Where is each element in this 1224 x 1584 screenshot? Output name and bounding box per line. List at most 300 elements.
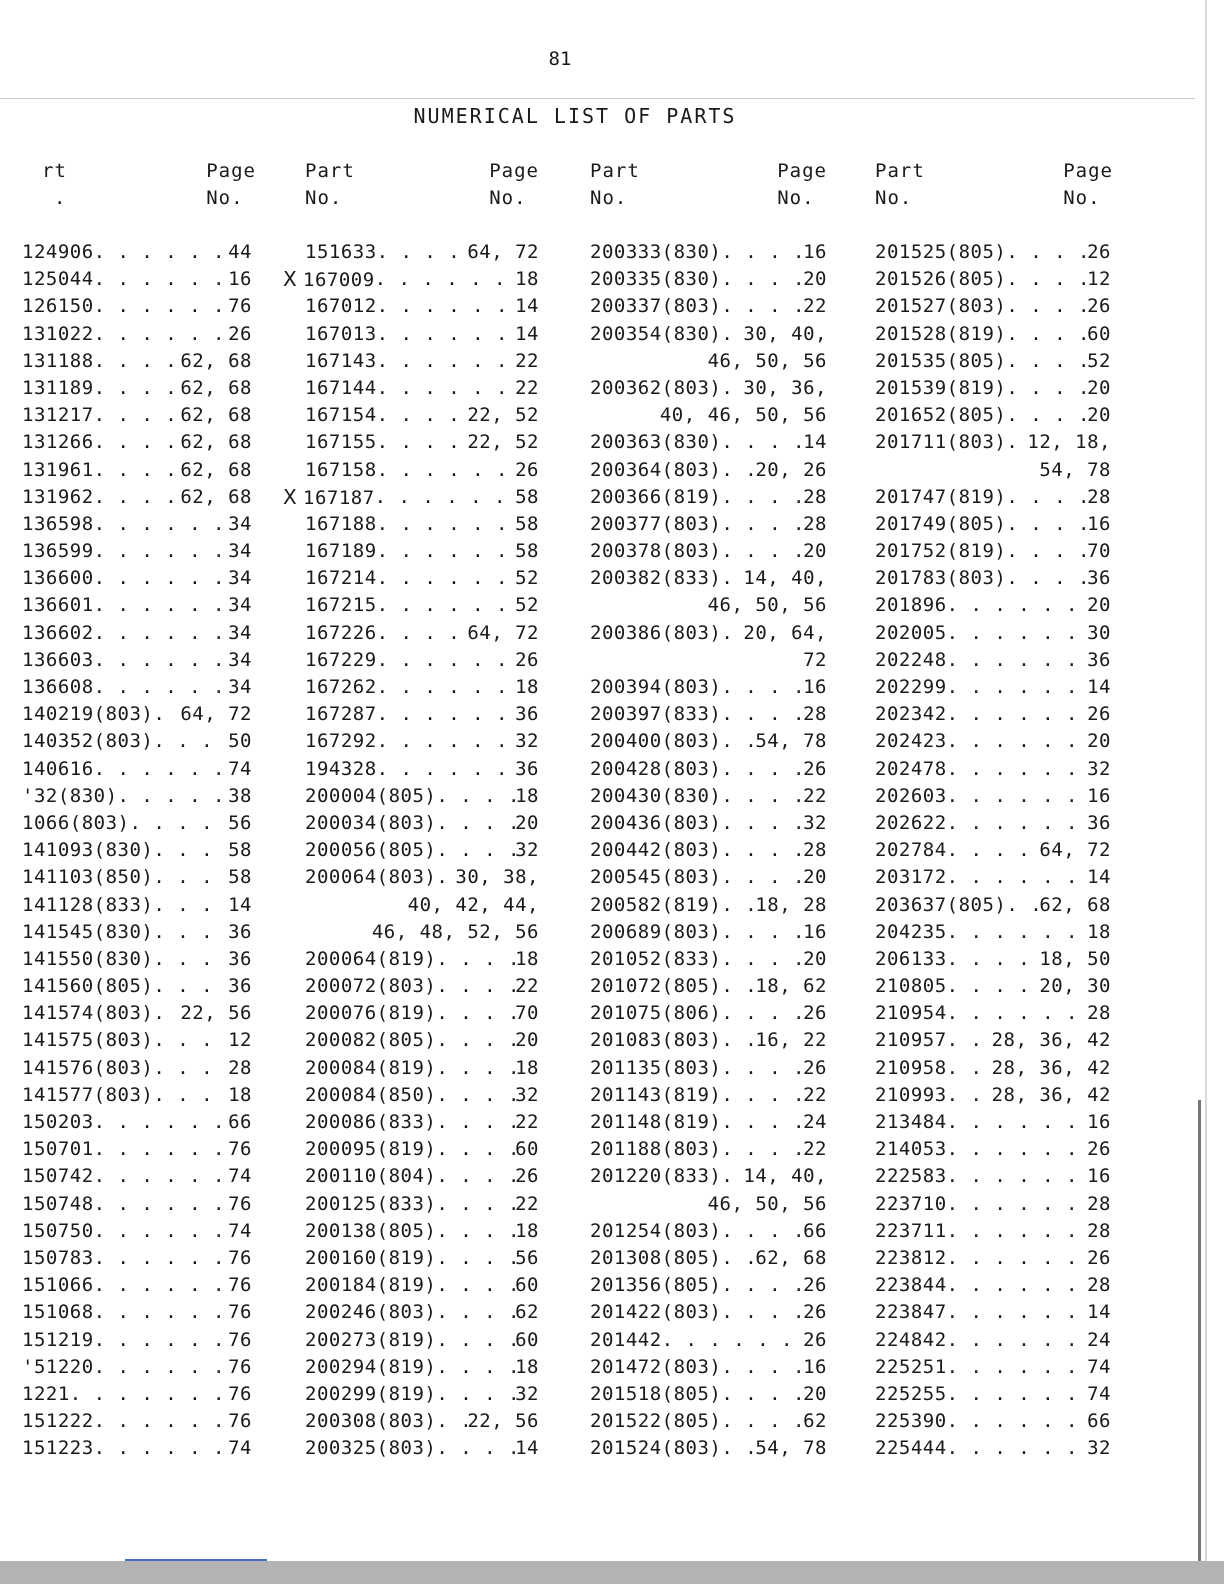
dot-leader xyxy=(94,457,181,484)
part-number-text: 201749(805) xyxy=(875,512,1007,535)
part-entry xyxy=(875,321,1111,348)
part-entry xyxy=(875,892,1111,919)
part-number xyxy=(590,674,721,701)
part-number-text: 131217 xyxy=(22,404,94,427)
part-number-text: 200056(805) xyxy=(305,839,437,862)
part-number xyxy=(22,293,94,320)
part-entry xyxy=(305,728,539,755)
part-number-text: 201896 xyxy=(875,594,947,617)
page-numbers: 14 xyxy=(1087,1301,1111,1324)
dot-leader xyxy=(436,1109,515,1136)
page-numbers: 18 xyxy=(515,947,539,970)
dot-leader xyxy=(94,1408,228,1435)
page-numbers: 28 xyxy=(1087,1219,1111,1242)
part-number-text: 201528(819) xyxy=(875,322,1007,345)
dot-leader xyxy=(947,946,1040,973)
dot-leader xyxy=(721,1354,803,1381)
part-number-text: 200430(830) xyxy=(590,784,722,807)
page-numbers: 22 xyxy=(515,1111,539,1133)
page-numbers: 64, 72 xyxy=(180,703,252,726)
page-numbers: 26 xyxy=(1087,241,1111,263)
page-numbers: 20, 64, xyxy=(743,621,827,644)
page-numbers: 18 xyxy=(515,1355,539,1378)
part-number-text: 200184(819) xyxy=(305,1274,437,1297)
page-numbers: 22, 52 xyxy=(467,431,539,454)
part-number-text: 167262 xyxy=(305,676,377,698)
part-number xyxy=(590,321,721,348)
page-numbers: 28, 36, 42 xyxy=(991,1056,1111,1079)
dot-leader xyxy=(153,973,228,1000)
page-numbers: 18, 50 xyxy=(1039,947,1111,970)
dot-leader xyxy=(94,1299,228,1326)
part-number xyxy=(305,239,377,266)
part-entry xyxy=(590,1408,827,1435)
page-numbers: 36 xyxy=(228,975,252,998)
parts-column-4 xyxy=(875,158,1113,1460)
dot-leader xyxy=(721,429,803,456)
part-number-text: '32(830) xyxy=(22,784,118,807)
part-entry xyxy=(875,592,1111,619)
part-number-text: 200397(833) xyxy=(590,703,722,726)
part-entry xyxy=(590,973,827,1000)
part-entry xyxy=(22,457,252,484)
part-entry xyxy=(305,810,539,837)
part-entry xyxy=(305,1000,539,1027)
part-number xyxy=(875,1272,947,1299)
part-entry xyxy=(22,1327,252,1354)
dot-leader xyxy=(721,1299,803,1326)
page-numbers: 20 xyxy=(515,1029,539,1052)
part-number-text: 140352(803) xyxy=(22,730,154,753)
page-numbers: 40, 42, 44, xyxy=(407,893,539,916)
dot-leader xyxy=(721,1435,755,1462)
part-entry xyxy=(22,1245,252,1272)
page-numbers: 34 xyxy=(228,594,252,617)
page-numbers: 66 xyxy=(1087,1410,1111,1433)
dot-leader xyxy=(153,892,228,919)
part-entry xyxy=(875,946,1111,973)
part-number xyxy=(875,647,947,674)
page-numbers: 62, 68 xyxy=(180,485,252,508)
part-entry xyxy=(875,620,1111,647)
part-entry xyxy=(590,1082,827,1109)
dot-leader xyxy=(377,620,468,647)
page-numbers: 62 xyxy=(515,1301,539,1324)
dot-leader xyxy=(375,484,515,511)
part-number-text: 202299 xyxy=(875,676,947,698)
part-entry xyxy=(305,511,539,538)
page-numbers: 76 xyxy=(228,1410,252,1433)
part-entry xyxy=(22,783,252,810)
part-entry xyxy=(305,1408,539,1435)
dot-leader xyxy=(721,565,743,592)
page-numbers: 22 xyxy=(803,784,827,807)
dot-leader xyxy=(377,239,468,266)
page-numbers: 50 xyxy=(228,730,252,753)
part-number-text: 140616 xyxy=(22,757,94,780)
part-number xyxy=(875,1027,947,1054)
part-entry xyxy=(305,701,539,728)
part-number-text: 200294(819) xyxy=(305,1355,437,1378)
dot-leader xyxy=(153,919,228,946)
part-number-text: 131022 xyxy=(22,322,94,345)
dot-leader xyxy=(1006,484,1087,511)
page-numbers: 22 xyxy=(515,975,539,998)
part-number-text: 167187 xyxy=(303,486,375,509)
part-number xyxy=(305,1245,436,1272)
dot-leader xyxy=(721,1109,803,1136)
part-entry xyxy=(305,756,539,783)
part-number-text: 210805 xyxy=(875,975,947,998)
part-label: Part xyxy=(875,160,925,182)
dot-leader xyxy=(721,375,743,402)
page-numbers: 16 xyxy=(803,1355,827,1378)
dot-leader xyxy=(1006,565,1087,592)
part-entry xyxy=(875,837,1111,864)
part-number-text: 200442(803) xyxy=(590,839,722,862)
part-entry xyxy=(22,1408,252,1435)
page-label: Page xyxy=(1063,160,1113,182)
part-entry xyxy=(875,1082,1111,1109)
dot-leader xyxy=(721,239,803,266)
part-entry xyxy=(305,946,539,973)
part-number xyxy=(590,1408,721,1435)
page-numbers: 14 xyxy=(515,322,539,345)
part-number xyxy=(22,756,94,783)
dot-leader xyxy=(436,1381,515,1408)
page-numbers: 22 xyxy=(515,349,539,372)
part-number xyxy=(590,1082,721,1109)
page-numbers: 16 xyxy=(1087,1111,1111,1133)
page-label: Page xyxy=(206,160,256,182)
page-title: NUMERICAL LIST OF PARTS xyxy=(413,104,737,128)
page-numbers: 70 xyxy=(515,1002,539,1025)
part-number-text: 200160(819) xyxy=(305,1246,437,1269)
dot-leader xyxy=(377,402,468,429)
dot-leader xyxy=(1006,375,1087,402)
part-number-text: 202622 xyxy=(875,811,947,834)
part-entry xyxy=(590,1327,827,1354)
page-label: Page xyxy=(489,160,539,182)
page-numbers: 12 xyxy=(228,1029,252,1052)
part-entry xyxy=(590,1272,827,1299)
dot-leader xyxy=(436,1082,515,1109)
part-number xyxy=(875,402,1006,429)
part-number xyxy=(305,348,377,375)
dot-leader xyxy=(947,1245,1087,1272)
part-entry xyxy=(22,402,252,429)
dot-leader xyxy=(94,647,228,674)
dot-leader xyxy=(1006,402,1087,429)
part-number-text: 201526(805) xyxy=(875,268,1007,291)
part-number xyxy=(22,592,94,619)
part-entry xyxy=(22,1000,252,1027)
parts-column-3 xyxy=(590,158,827,1460)
part-number-text: 167154 xyxy=(305,404,377,427)
part-number xyxy=(22,810,129,837)
part-number xyxy=(305,1082,436,1109)
part-number-text: 200082(805) xyxy=(305,1029,437,1052)
part-entry xyxy=(875,1299,1111,1326)
page-numbers: 26 xyxy=(1087,1246,1111,1269)
page-numbers: 20 xyxy=(515,811,539,834)
page-numbers: 26 xyxy=(803,1328,827,1351)
dot-leader xyxy=(94,1327,228,1354)
part-entry xyxy=(305,565,539,592)
part-entry xyxy=(590,1218,827,1245)
dot-leader xyxy=(94,375,181,402)
part-entry xyxy=(590,565,827,592)
part-entry xyxy=(22,1272,252,1299)
part-number-text: 141575(803) xyxy=(22,1029,154,1052)
dot-leader xyxy=(721,1000,803,1027)
part-entry xyxy=(875,1109,1111,1136)
part-entry xyxy=(22,375,252,402)
part-number-text: 136602 xyxy=(22,621,94,644)
page-numbers: 32 xyxy=(803,811,827,834)
dot-leader xyxy=(94,592,228,619)
dot-leader xyxy=(436,1245,515,1272)
page-numbers: 62, 68 xyxy=(180,404,252,427)
part-number xyxy=(305,457,377,484)
part-number-text: 200363(830) xyxy=(590,431,722,454)
part-number xyxy=(590,1299,721,1326)
part-number-text: 200382(833) xyxy=(590,567,722,590)
dot-leader xyxy=(94,756,228,783)
scan-bottom-edge xyxy=(0,1561,1224,1584)
dot-leader xyxy=(377,293,515,320)
page-numbers: 74 xyxy=(228,1437,252,1460)
page-numbers: 22 xyxy=(803,1138,827,1161)
part-number-text: 194328 xyxy=(305,757,377,780)
part-number xyxy=(590,919,721,946)
part-entry xyxy=(875,1000,1111,1027)
part-number xyxy=(283,266,375,293)
part-entry xyxy=(590,266,827,293)
page-numbers: 76 xyxy=(228,1382,252,1405)
part-entry xyxy=(305,1027,539,1054)
part-number xyxy=(22,946,153,973)
dot-leader xyxy=(94,538,228,565)
dot-leader xyxy=(721,457,755,484)
part-entry xyxy=(305,1435,539,1462)
part-number xyxy=(875,1381,947,1408)
part-number-text: 201072(805) xyxy=(590,975,722,998)
part-entry xyxy=(590,1109,827,1136)
part-number-text: 124906 xyxy=(22,241,94,263)
part-number xyxy=(22,1245,94,1272)
part-number xyxy=(305,864,436,891)
page-numbers: 20 xyxy=(1087,376,1111,399)
part-number-text: 224842 xyxy=(875,1328,947,1351)
page-numbers: 24 xyxy=(1087,1328,1111,1351)
dot-leader xyxy=(947,728,1087,755)
dot-leader xyxy=(947,919,1087,946)
part-entry xyxy=(590,1000,827,1027)
part-number-text: 200354(830) xyxy=(590,322,722,345)
part-entry xyxy=(875,266,1111,293)
part-number xyxy=(590,620,721,647)
page-numbers: 72 xyxy=(803,648,827,671)
parts-list xyxy=(875,239,1111,1462)
page-numbers: 14 xyxy=(515,1437,539,1460)
column-header xyxy=(875,158,1111,214)
page-numbers: 74 xyxy=(228,757,252,780)
dot-leader xyxy=(947,592,1087,619)
page-numbers: 36 xyxy=(515,703,539,726)
part-entry xyxy=(22,864,252,891)
dot-leader xyxy=(947,1055,992,1082)
page-numbers: 28 xyxy=(1087,1002,1111,1025)
page-numbers: 20 xyxy=(803,1382,827,1405)
dot-leader xyxy=(94,565,228,592)
page-numbers: 74 xyxy=(228,1165,252,1188)
part-number xyxy=(305,728,377,755)
part-entry xyxy=(590,1055,827,1082)
page-numbers: 54, 78 xyxy=(755,1437,827,1460)
dot-leader xyxy=(377,728,515,755)
part-number xyxy=(305,1055,436,1082)
part-entry xyxy=(590,810,827,837)
page-numbers: 32 xyxy=(1087,1437,1111,1460)
part-number xyxy=(590,1109,721,1136)
part-entry xyxy=(875,701,1111,728)
page-numbers: 20 xyxy=(803,947,827,970)
part-number xyxy=(305,1218,436,1245)
part-number-text: 200335(830) xyxy=(590,268,722,291)
part-number-text: 200246(803) xyxy=(305,1301,437,1324)
page-numbers: 54, 78 xyxy=(1039,458,1111,481)
part-entry xyxy=(875,783,1111,810)
part-number-text: 150783 xyxy=(22,1246,94,1269)
part-number xyxy=(590,1000,721,1027)
dot-leader xyxy=(947,1354,1087,1381)
no-label: No. xyxy=(590,187,628,209)
part-number-text: 201524(803) xyxy=(590,1437,722,1460)
page-numbers: 28, 36, 42 xyxy=(991,1029,1111,1052)
part-number xyxy=(22,429,94,456)
part-number xyxy=(22,919,153,946)
dot-leader xyxy=(721,864,803,891)
dot-leader xyxy=(94,484,181,511)
part-number-text: 200386(803) xyxy=(590,621,722,644)
page-numbers: 60 xyxy=(515,1328,539,1351)
page-numbers: 64, 72 xyxy=(1039,839,1111,862)
part-number-text: 167214 xyxy=(305,567,377,590)
part-entry xyxy=(305,864,539,891)
part-number xyxy=(305,1109,436,1136)
page-numbers: 26 xyxy=(803,1274,827,1297)
dot-leader xyxy=(436,1354,515,1381)
part-number xyxy=(590,1027,721,1054)
part-entry xyxy=(305,239,539,266)
part-number xyxy=(305,375,377,402)
page-numbers: 26 xyxy=(803,1002,827,1025)
dot-leader xyxy=(153,1055,228,1082)
part-number xyxy=(875,892,1006,919)
dot-leader xyxy=(94,429,181,456)
part-number xyxy=(590,810,721,837)
part-number xyxy=(22,375,94,402)
dot-leader xyxy=(436,1408,467,1435)
page-numbers: 34 xyxy=(228,512,252,535)
page-numbers: 14, 40, xyxy=(743,567,827,590)
page-numbers: 16 xyxy=(803,241,827,263)
part-number-text: 200436(803) xyxy=(590,811,722,834)
page-numbers: 52 xyxy=(1087,349,1111,372)
page-numbers: 16 xyxy=(803,920,827,943)
part-entry xyxy=(305,1136,539,1163)
page-numbers: 36 xyxy=(1087,811,1111,834)
part-entry xyxy=(875,728,1111,755)
page-numbers: 26 xyxy=(803,757,827,780)
part-entry xyxy=(305,375,539,402)
part-number-text: 136603 xyxy=(22,648,94,671)
page-label: Page xyxy=(777,160,827,182)
part-number-text: 201188(803) xyxy=(590,1138,722,1161)
dot-leader xyxy=(94,1435,228,1462)
page-no-label: No. xyxy=(489,187,527,209)
part-number-text: 202423 xyxy=(875,730,947,753)
page-numbers: 34 xyxy=(228,648,252,671)
part-number-text: 223847 xyxy=(875,1301,947,1324)
part-number xyxy=(590,239,721,266)
page-numbers: 30, 38, xyxy=(455,866,539,889)
part-entry xyxy=(590,239,827,266)
part-entry xyxy=(875,511,1111,538)
dot-leader xyxy=(721,1381,803,1408)
part-number xyxy=(590,1435,721,1462)
part-number-text: 201143(819) xyxy=(590,1083,722,1106)
column-header xyxy=(590,158,827,214)
part-entry xyxy=(22,701,252,728)
part-number-text: 167158 xyxy=(305,458,377,481)
page-numbers: 46, 50, 56 xyxy=(707,349,827,372)
part-number-text: 167292 xyxy=(305,730,377,753)
no-label: No. xyxy=(305,187,343,209)
part-number xyxy=(305,1136,436,1163)
part-entry xyxy=(875,1354,1111,1381)
part-entry xyxy=(875,1136,1111,1163)
dot-leader xyxy=(436,1163,515,1190)
page-numbers: 60 xyxy=(1087,322,1111,345)
dot-leader xyxy=(377,565,515,592)
dot-leader xyxy=(947,1000,1087,1027)
page-numbers: 36 xyxy=(1087,567,1111,590)
page-numbers: 46, 50, 56 xyxy=(707,594,827,617)
part-number xyxy=(875,1354,947,1381)
part-entry xyxy=(590,864,827,891)
page-numbers: 28 xyxy=(1087,485,1111,508)
page-numbers: 76 xyxy=(228,1328,252,1351)
page-numbers: 46, 50, 56 xyxy=(707,1192,827,1215)
parts-column-1 xyxy=(22,158,256,1460)
part-entry xyxy=(875,1055,1111,1082)
part-number xyxy=(22,647,94,674)
part-number-text: 200004(805) xyxy=(305,784,437,807)
page-numbers: 62, 68 xyxy=(755,1246,827,1269)
part-number-text: 150742 xyxy=(22,1165,94,1188)
part-number xyxy=(875,1435,947,1462)
page-numbers: 36 xyxy=(228,947,252,970)
part-number xyxy=(305,810,436,837)
part-number-text: 167012 xyxy=(305,295,377,318)
page-numbers: 40, 46, 50, 56 xyxy=(659,404,827,427)
dot-leader xyxy=(436,1218,515,1245)
part-number-text: 200428(803) xyxy=(590,757,722,780)
dot-leader xyxy=(947,973,1040,1000)
part-entry xyxy=(305,620,539,647)
